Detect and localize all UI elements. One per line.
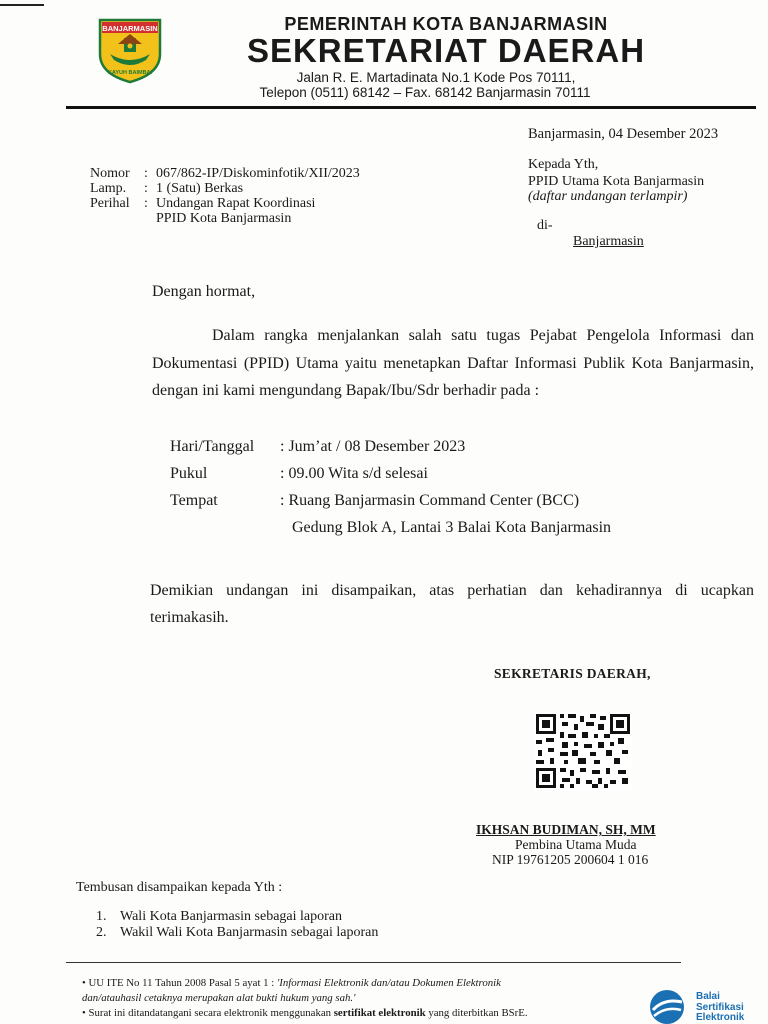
detail-label: Hari/Tanggal xyxy=(170,438,255,455)
meta-row-perihal xyxy=(90,196,360,211)
signatory-title: SEKRETARIS DAERAH, xyxy=(494,666,651,681)
signatory-nip: NIP 19761205 200604 1 016 xyxy=(492,852,649,867)
meta-value: 067/862-IP/Diskominfotik/XII/2023 xyxy=(156,166,360,181)
letterhead-divider xyxy=(66,106,756,109)
bsre-line: Sertifikasi xyxy=(696,1001,744,1013)
corner-mark xyxy=(0,4,44,6)
detail-row-time xyxy=(170,465,611,492)
detail-label: Pukul xyxy=(170,465,208,482)
addressee-name: PPID Utama Kota Banjarmasin xyxy=(528,174,705,189)
letterhead-government: PEMERINTAH KOTA BANJARMASIN xyxy=(284,14,608,34)
footer-notes xyxy=(82,976,642,1021)
addressee-note: (daftar undangan terlampir) xyxy=(528,189,688,204)
meta-label: Nomor xyxy=(90,166,130,181)
list-item-number: 1. xyxy=(96,909,107,924)
copies-heading: Tembusan disampaikan kepada Yth : xyxy=(76,880,283,895)
footer-bsre-c: yang diterbitkan BSrE. xyxy=(428,1007,528,1019)
footer-ite-law: UU ITE No 11 Tahun 2008 Pasal 5 ayat 1 : xyxy=(88,977,275,989)
footer-note-ite-cont xyxy=(82,991,642,1006)
addressee-place: Banjarmasin xyxy=(573,234,644,249)
detail-value: : Jum’at / 08 Desember 2023 xyxy=(280,438,466,455)
list-item-text: Wali Kota Banjarmasin sebagai laporan xyxy=(120,909,343,924)
banjarmasin-emblem-icon xyxy=(96,14,164,84)
detail-row-place-cont xyxy=(170,519,611,546)
bsre-label xyxy=(696,992,744,1024)
meta-label: Lamp. xyxy=(90,181,127,196)
qr-code-icon xyxy=(534,712,632,790)
detail-row-place xyxy=(170,492,611,519)
bsre-line: Balai xyxy=(696,991,720,1002)
meta-row-perihal-cont xyxy=(90,211,360,226)
list-item xyxy=(96,925,378,941)
letterhead-office: SEKRETARIAT DAERAH xyxy=(246,32,646,69)
footer-divider xyxy=(66,962,681,963)
footer-bsre-a: Surat ini ditandatangani secara elektronik menggunakan xyxy=(88,1007,332,1019)
detail-value: Gedung Blok A, Lantai 3 Balai Kota Banjarmasin xyxy=(292,519,612,536)
body-paragraph: Dalam rangka menjalankan salah satu tugas Pejabat Pengelola Informasi dan Dokumentasi (PPID) Utama yaitu menetapkan Daftar Informasi Publik Kota Banjarmasin, dengan ini kami mengundang Bapak/Ibu/Sdr berhadir pada : xyxy=(152,327,754,399)
letter-meta xyxy=(90,166,360,226)
meta-colon: : xyxy=(144,166,148,181)
signatory-rank: Pembina Utama Muda xyxy=(515,837,637,852)
meta-row-nomor xyxy=(90,166,360,181)
event-details xyxy=(170,438,611,546)
detail-value: : Ruang Banjarmasin Command Center (BCC) xyxy=(280,492,580,509)
bsre-logo-icon xyxy=(644,986,690,1024)
meta-colon: : xyxy=(144,196,148,211)
detail-value: : 09.00 Wita s/d selesai xyxy=(280,465,428,482)
detail-row-date xyxy=(170,438,611,465)
list-item-text: Wakil Wali Kota Banjarmasin sebagai laporan xyxy=(120,924,379,940)
meta-value: PPID Kota Banjarmasin xyxy=(156,211,292,226)
salutation: Dengan hormat, xyxy=(152,283,256,300)
meta-colon: : xyxy=(144,181,148,196)
list-item-number: 2. xyxy=(96,924,107,940)
footer-bullet: • xyxy=(82,1007,86,1019)
footer-note-bsre xyxy=(82,1006,642,1021)
footer-note-ite xyxy=(82,976,642,991)
logo-text-bottom: KAYUH BAIMBAI xyxy=(107,70,153,76)
footer-ite-quote-cont: dan/atauhasil cetaknya merupakan alat bukti hukum yang sah.' xyxy=(82,992,356,1004)
footer-bullet: • xyxy=(82,977,86,989)
letterhead-address: Jalan R. E. Martadinata No.1 Kode Pos 70111, xyxy=(296,70,576,85)
meta-row-lamp xyxy=(90,181,360,196)
list-item xyxy=(96,909,378,925)
bsre-line: Elektronik xyxy=(696,1012,745,1023)
meta-label: Perihal xyxy=(90,196,130,211)
letterhead-phone: Telepon (0511) 68142 – Fax. 68142 Banjarmasin 70111 xyxy=(259,85,591,100)
logo-text-top: BANJARMASIN xyxy=(102,24,158,33)
detail-label: Tempat xyxy=(170,492,218,509)
meta-value: Undangan Rapat Koordinasi xyxy=(156,196,316,211)
signatory-name: IKHSAN BUDIMAN, SH, MM xyxy=(476,822,656,837)
copies-list xyxy=(96,909,378,940)
addressee-di: di- xyxy=(537,218,553,233)
footer-ite-quote: 'Informasi Elektronik dan/atau Dokumen Elektronik xyxy=(276,977,501,989)
letter-date: Banjarmasin, 04 Desember 2023 xyxy=(528,126,719,142)
addressee-greeting: Kepada Yth, xyxy=(528,157,599,172)
footer-bsre-b: sertifikat elektronik xyxy=(333,1007,426,1019)
closing-paragraph: Demikian undangan ini disampaikan, atas perhatian dan kehadirannya di ucapkan terimakasih. xyxy=(150,582,754,626)
meta-value: 1 (Satu) Berkas xyxy=(156,181,244,196)
